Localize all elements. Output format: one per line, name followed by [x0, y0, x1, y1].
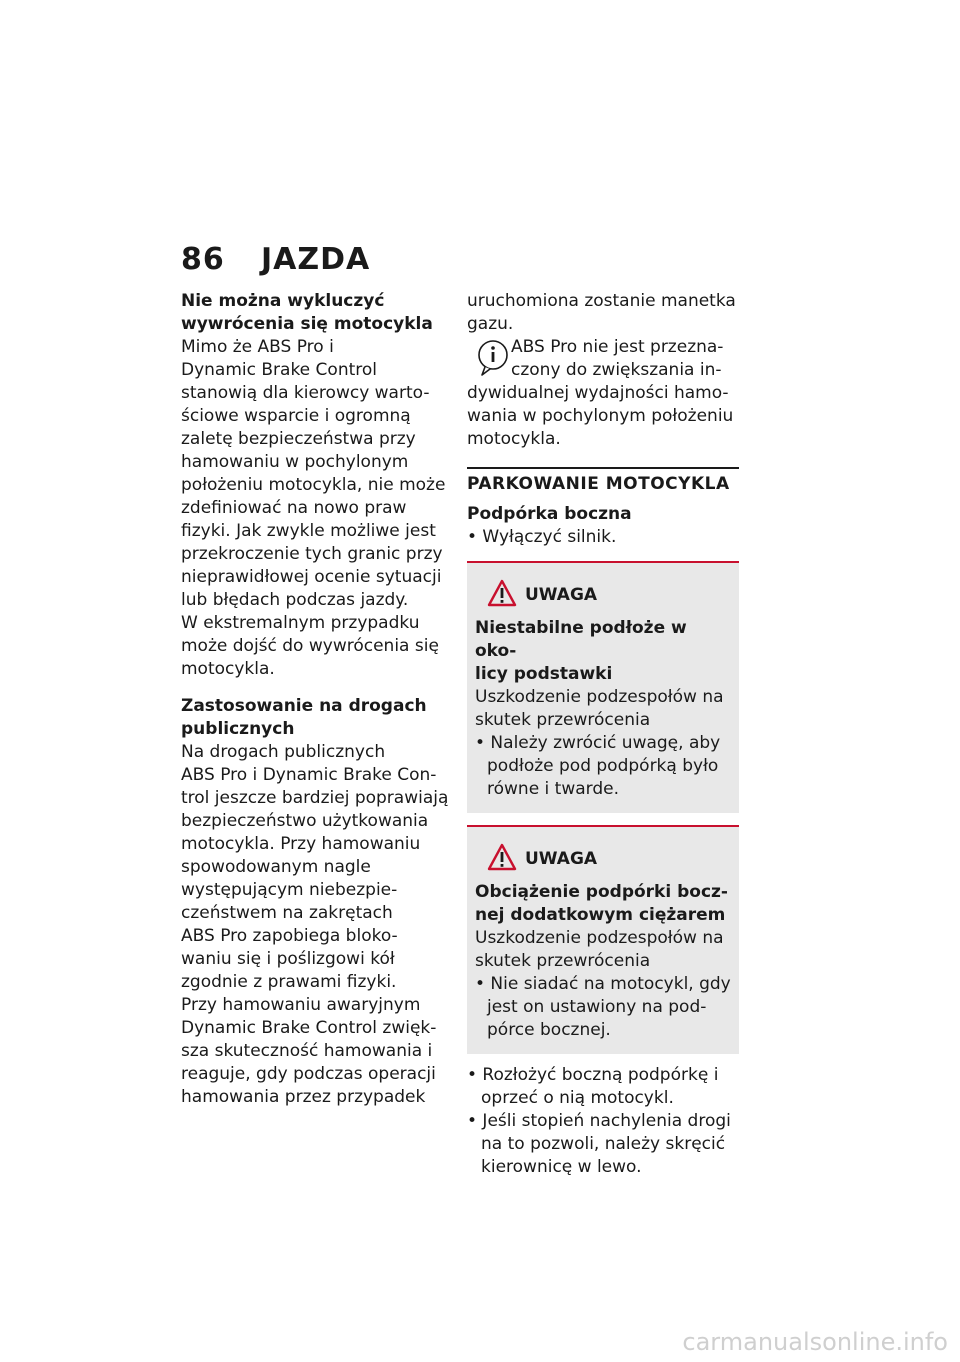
text-line: Dynamic Brake Control zwięk- — [181, 1018, 437, 1038]
text-line: • Jeśli stopień nachylenia drogi — [467, 1111, 731, 1131]
text-line: • Należy zwrócić uwagę, aby — [475, 733, 721, 753]
heading-line: Niestabilne podłoże w oko- — [475, 618, 687, 661]
paragraph-continued — [467, 290, 739, 336]
text-line: zdefiniować na nowo praw — [181, 498, 407, 518]
right-column — [467, 290, 739, 1179]
text-line: • Rozłożyć boczną podpórkę i — [467, 1065, 719, 1085]
warning-label: UWAGA — [525, 849, 598, 869]
heading-line: nej dodatkowym ciężarem — [475, 905, 726, 925]
warning-title — [475, 881, 731, 927]
page-number: 86 — [181, 242, 225, 277]
warning-description — [475, 927, 731, 973]
text-line: czeństwem na zakrętach — [181, 903, 393, 923]
text-line: dywidualnej wydajności hamo- — [467, 383, 729, 403]
warning-label: UWAGA — [525, 585, 598, 605]
left-column — [181, 290, 451, 1109]
text-line: nieprawidłowej ocenie sytuacji — [181, 567, 442, 587]
subheading-sidestand: Podpórka boczna — [467, 504, 632, 524]
text-line: reaguje, gdy podczas operacji — [181, 1064, 436, 1084]
warning-header — [475, 577, 731, 617]
text-line: motocykla. Przy hamowaniu — [181, 834, 421, 854]
text-line: waniu się i poślizgowi kół — [181, 949, 395, 969]
text-line: gazu. — [467, 314, 514, 334]
text-line: zaletę bezpieczeństwa przy — [181, 429, 416, 449]
info-note — [467, 336, 739, 451]
text-line: Przy hamowaniu awaryjnym — [181, 995, 421, 1015]
text-line: jest on ustawiony na pod- — [487, 997, 707, 1017]
heading-line: publicznych — [181, 719, 295, 739]
text-line: Na drogach publicznych — [181, 742, 386, 762]
step-unfold-stand — [467, 1064, 739, 1110]
text-line: ABS Pro zapobiega bloko- — [181, 926, 398, 946]
watermark: carmanualsonline.info — [682, 1328, 948, 1356]
text-line: podłoże pod podpórką było — [487, 756, 719, 776]
text-line: ściowe wsparcie i ogromną — [181, 406, 411, 426]
text-line: położeniu motocykla, nie może — [181, 475, 446, 495]
text-line: wania w pochylonym położeniu — [467, 406, 734, 426]
text-line: sza skuteczność hamowania i — [181, 1041, 433, 1061]
paragraph-public-roads — [181, 741, 451, 1109]
page-header — [181, 242, 370, 277]
text-line: zgodnie z prawami fizyki. — [181, 972, 397, 992]
text-line: równe i twarde. — [487, 779, 620, 799]
text-line: trol jeszcze bardziej poprawiają — [181, 788, 449, 808]
warning-box-unstable-ground — [467, 561, 739, 813]
text-line: ABS Pro i Dynamic Brake Con- — [181, 765, 437, 785]
text-line: na to pozwoli, należy skręcić — [481, 1134, 726, 1154]
section-title-parking: PARKOWANIE MOTOCYKLA — [467, 467, 739, 495]
text-line: kierownicę w lewo. — [481, 1157, 642, 1177]
text-line: W ekstremalnym przypadku — [181, 613, 420, 633]
warning-bullet — [475, 732, 731, 801]
text-line: stanowią dla kierowcy warto- — [181, 383, 430, 403]
text-line: hamowania przez przypadek — [181, 1087, 426, 1107]
info-icon — [475, 338, 511, 378]
step-turn-handlebar — [467, 1110, 739, 1179]
text-line: • Nie siadać na motocykl, gdy — [475, 974, 731, 994]
text-line: przekroczenie tych granic przy — [181, 544, 443, 564]
text-line: skutek przewrócenia — [475, 710, 651, 730]
text-line: oprzeć o nią motocykl. — [481, 1088, 674, 1108]
heading-line: Zastosowanie na drogach — [181, 696, 427, 716]
text-line: Dynamic Brake Control — [181, 360, 377, 380]
text-line: bezpieczeństwo użytkowania — [181, 811, 429, 831]
text-line: czony do zwiększania in- — [511, 360, 722, 380]
heading-line: licy podstawki — [475, 664, 613, 684]
text-line: motocykla. — [181, 659, 275, 679]
text-line: motocykla. — [467, 429, 561, 449]
text-line: hamowaniu w pochylonym — [181, 452, 409, 472]
text-line: Mimo że ABS Pro i — [181, 337, 334, 357]
heading-public-roads — [181, 695, 451, 741]
heading-overturn — [181, 290, 451, 336]
paragraph-overturn — [181, 336, 451, 681]
text-line: pórce bocznej. — [487, 1020, 611, 1040]
warning-description — [475, 686, 731, 732]
warning-header — [475, 841, 731, 881]
text-line: uruchomiona zostanie manetka — [467, 291, 736, 311]
text-line: Uszkodzenie podzespołów na — [475, 687, 724, 707]
heading-line: Nie można wykluczyć — [181, 291, 385, 311]
warning-box-extra-load — [467, 825, 739, 1054]
heading-line: Obciążenie podpórki bocz- — [475, 882, 728, 902]
step-engine-off: • Wyłączyć silnik. — [467, 527, 617, 547]
warning-bullet — [475, 973, 731, 1042]
text-line: lub błędach podczas jazdy. — [181, 590, 409, 610]
text-line: występującym niebezpie- — [181, 880, 398, 900]
text-line: Uszkodzenie podzespołów na — [475, 928, 724, 948]
warning-triangle-icon — [487, 579, 517, 607]
heading-line: wywrócenia się motocykla — [181, 314, 433, 334]
text-line: ABS Pro nie jest przezna- — [511, 337, 724, 357]
text-line: skutek przewrócenia — [475, 951, 651, 971]
text-line: może dojść do wywrócenia się — [181, 636, 439, 656]
text-line: spowodowanym nagle — [181, 857, 371, 877]
text-line: fizyki. Jak zwykle możliwe jest — [181, 521, 436, 541]
warning-title — [475, 617, 731, 686]
chapter-title: JAZDA — [261, 242, 371, 277]
warning-triangle-icon — [487, 843, 517, 871]
